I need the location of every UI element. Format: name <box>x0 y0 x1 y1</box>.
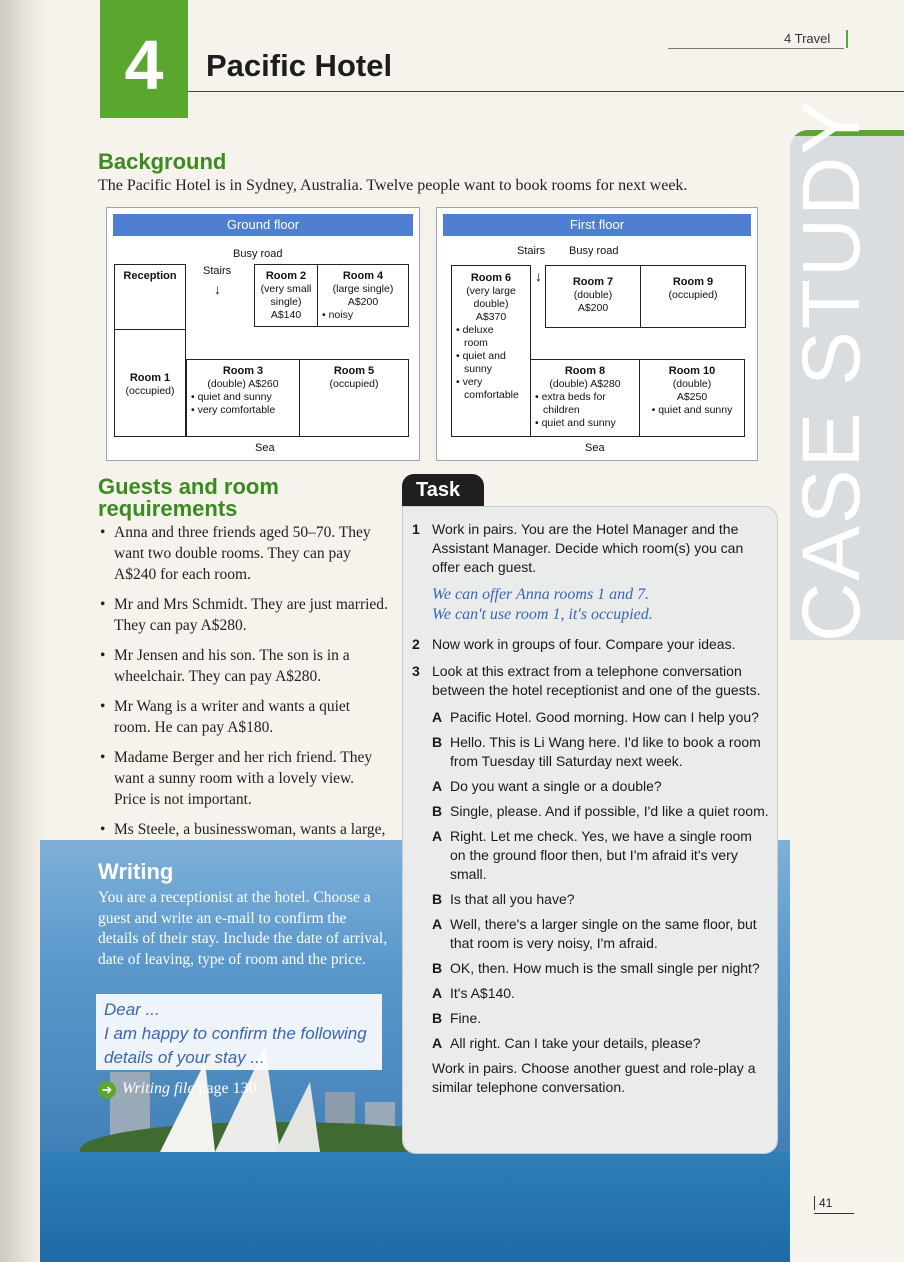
unit-number: 4 <box>100 0 188 118</box>
list-item: • Anna and three friends aged 50–70. They want two double rooms. They can pay A$240 for each room. <box>98 522 388 585</box>
room-3: Room 3 (double) A$260 • quiet and sunny • very comfortable <box>186 359 300 437</box>
first-sea: Sea <box>585 442 605 454</box>
task-tab: Task <box>402 474 484 508</box>
task-content: 1 Work in pairs. You are the Hotel Manager and the Assistant Manager. Decide which room(s) you can offer each guest. We can offer Anna rooms 1 and 7. We can't use room 1, it's occupied. 2 Now work in groups of four. Compare your ideas. 3 Look at this extract from a telephone conversation between the hotel receptionist and one of the guests. A Pacific Hotel. Good morning. How can I help you? B Hello. This is Li Wang here. I'd like to book a room from Tuesday till Saturday next week. A Do you want a single or a double? B Single, please. And if possible, I'd like a quiet room. A Right. Let me check. Yes, we have a single room on the ground floor then, but I'm afraid it's very small. B Is that all you have? A Well, there's a larger single on the same floor, but that room is very noisy, I'm afraid. B OK, then. How much is the small single per night? A It's A$140. B Fine. A All right. Can I take your details, please? Work in pairs. Choose another guest and role-play a similar telephone conversation. <box>412 521 769 1095</box>
writing-file-link[interactable]: Writing file page 130 <box>122 1080 257 1097</box>
running-head-bar <box>846 30 848 48</box>
page-title: Pacific Hotel <box>206 48 393 83</box>
ground-floor-title: Ground floor <box>113 214 413 236</box>
first-floor-title: First floor <box>443 214 751 236</box>
example-sentences: We can offer Anna rooms 1 and 7. We can't use room 1, it's occupied. <box>432 586 653 623</box>
first-busy-road: Busy road <box>569 245 619 257</box>
background-text: The Pacific Hotel is in Sydney, Australia. Twelve people want to book rooms for next week. <box>98 177 688 194</box>
list-item: • Madame Berger and her rich friend. They want a sunny room with a lovely view. Price is not important. <box>98 747 388 810</box>
ground-stairs-arrow-icon: ↓ <box>214 281 221 297</box>
guests-list <box>98 522 388 870</box>
room-2: Room 2 (very small single) A$140 <box>254 264 318 327</box>
first-stairs-arrow-icon: ↓ <box>535 268 542 284</box>
background-heading: Background <box>98 149 227 174</box>
arrow-right-icon: ➜ <box>98 1081 116 1099</box>
ground-sea: Sea <box>255 442 275 454</box>
ground-floor-plan <box>106 207 420 461</box>
list-item: • Mr and Mrs Schmidt. They are just married. They can pay A$280. <box>98 594 388 636</box>
room-8: Room 8 (double) A$280 • extra beds for children • quiet and sunny <box>530 359 640 437</box>
list-item: • Ms Steele, a businesswoman, wants a large, <box>98 819 388 861</box>
writing-heading: Writing <box>98 859 174 884</box>
page-number-rule <box>814 1213 854 1214</box>
title-rule <box>188 91 904 92</box>
email-sample: Dear ... I am happy to confirm the following details of your stay ... <box>96 994 382 1070</box>
room-7: Room 7 (double) A$200 <box>545 265 641 328</box>
case-study-label: CASE STUDY <box>786 98 877 642</box>
room-10: Room 10 (double) A$250 • quiet and sunny <box>639 359 745 437</box>
running-head: 4 Travel <box>784 31 831 46</box>
ground-busy-road: Busy road <box>233 248 283 260</box>
page-number: 41 <box>814 1196 832 1210</box>
room-1: Room 1 (occupied) <box>114 329 186 437</box>
room-4: Room 4 (large single) A$200 • noisy <box>317 264 409 327</box>
first-floor-plan <box>436 207 758 461</box>
list-item: • Mr Jensen and his son. The son is in a wheelchair. They can pay A$280. <box>98 645 388 687</box>
room-9: Room 9 (occupied) <box>640 265 746 328</box>
list-item: • Mr Wang is a writer and wants a quiet room. He can pay A$180. <box>98 696 388 738</box>
room-5: Room 5 (occupied) <box>299 359 409 437</box>
guests-heading: Guests and room requirements <box>98 474 279 521</box>
ground-stairs: Stairs <box>203 265 232 277</box>
first-stairs: Stairs <box>517 245 546 257</box>
running-head-rule <box>668 48 844 49</box>
writing-text: You are a receptionist at the hotel. Choose a guest and write an e-mail to confirm the details of their stay. Include the date of arrival, date of leaving, type of room and the price. <box>98 889 388 968</box>
room-6: Room 6 (very large double) A$370 • deluxe room • quiet and sunny • very comfortable <box>451 265 531 437</box>
reception: Reception <box>114 264 186 330</box>
